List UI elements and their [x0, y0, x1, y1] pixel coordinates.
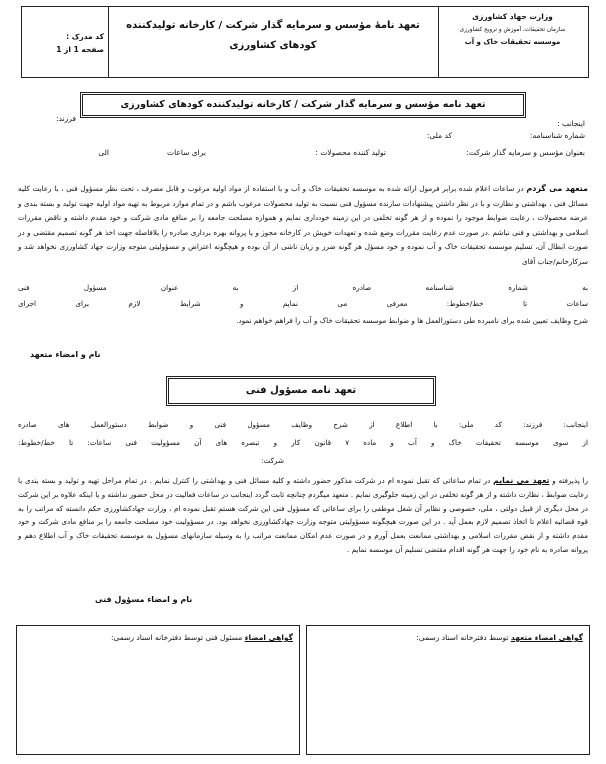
s2-body-text: در تمام ساعاتی که تقبل نموده ام در شرکت مذکور حضور داشته و کلیه مسائل فنی و بهداشتی را کنترل نمایم . در تمام مراحل تهیه و تولید و بسته بندی با رعایت ضوابط ، نظارت داشته و از هر گونه تخلفی در این زمینه جلوگیری نمایم . متعهد میگردم چنانچه ثابت گردد اینجانب در ساعات فعالیت در محل حضور نداشته و یا اینکه علاوه بر این شرکت در محل دیگری از قبیل دولتی ، ملی، خصوصی و نظایر آن شغل موظفی را برای ساعاتی که مسؤول فنی این شرکت هستم تقبل نموده ام ، وزارت جهادکشاورزی حکم دانسته که مراتب را به قوه قضائیه اعلام تا اتخاذ تصمیم لازم بعمل آید . در این صورت هیچگونه مسؤولیتی متوجه وزارت جهادکشاورزی نخواهد بود. در مسؤولیت خود مصلحت جامعه را بر منافع مادی شرکت و خود مقدم داشته و از نقض مقررات اسلامی و بهداشتی ممانعت بعمل آورم و در صورت عدم امکان ممانعت مراتب را به وسیله سازمانهای مسؤول به موسسه تحقیقات خاک و آب اطلاع دهم و پروانه صادره به نام خود را جهت هر گونه اقدام مقتضی تسلیم آن موسسه نمایم . — [18, 476, 588, 554]
s1-row2-mid: کد ملی: — [426, 131, 452, 140]
s1-row3-c: برای ساعات — [167, 148, 206, 157]
section1-title: تعهد نامه مؤسس و سرمایه گذار شرکت / کارخانه تولیدکننده کودهای کشاورزی — [120, 99, 486, 110]
notary-left-rest: مسئول فنی توسط دفترخانه اسناد رسمی: — [111, 633, 245, 642]
s2-body-intro: را پذیرفته و — [549, 476, 588, 485]
notary-box-right — [306, 625, 590, 755]
notary-right-title: گواهی امضاء متعهد — [510, 633, 583, 642]
org-block — [440, 10, 585, 48]
s1-row2-right: شماره شناسنامه: — [529, 131, 585, 140]
header-title-line1: تعهد نامهٔ مؤسس و سرمایه گذار شرکت / کارخانه تولیدکننده — [126, 20, 420, 31]
s2-row2: از سوی موسسه تحقیقات خاک و آب و ماده ۷ قانون کار و تبصره های آن مسؤولیت فنی ساعات: تا خط/خطوط: — [18, 438, 588, 447]
section2-title-box — [166, 376, 436, 406]
s1-row3-b: تولید کننده محصولات : — [315, 148, 386, 157]
notary-box-left — [16, 625, 300, 755]
notary-left-title: گواهی امضاء — [244, 633, 293, 642]
notary-right-text — [307, 626, 589, 644]
s2-row3: شرکت: — [261, 456, 284, 465]
notary-right-rest: توسط دفترخانه اسناد رسمی: — [416, 633, 511, 642]
org-ministry: وزارت جهاد کشاورزی — [472, 12, 553, 21]
section2-title: تعهد نامه مسؤول فنی — [245, 385, 357, 396]
s1-line-b: ساعات تا خط/خطوط: معرفی می نمایم و شرایط لازم برای اجرای — [18, 299, 588, 308]
org-organization: سازمان تحقیقات، آموزش و ترویج کشاورزی — [459, 27, 566, 33]
section1-title-box — [80, 92, 526, 118]
s1-body-bold: متعهد می گردم — [526, 184, 588, 193]
s1-body — [18, 182, 588, 270]
s1-row3-d: الی — [98, 148, 109, 157]
s1-line-c: شرح وظایف تعیین شده برای نامبرده طی دستورالعمل ها و ضوابط موسسه تحقیقات خاک و آب را فراهم خواهم نمود. — [236, 316, 588, 325]
s2-body — [18, 474, 588, 557]
notary-left-text — [17, 626, 299, 644]
s1-body-text: در ساعات اعلام شده برابر فرمول ارائه شده به موسسه تحقیقات خاک و آب و با استفاده از مواد اولیه مرغوب و قابل مصرف ، تحت نظر مسؤول فنی ، با رعایت کلیه مسائل فنی ، بهداشتی و نظارت و با در نظر داشتن پیشنهادات سازنده مسؤول فنی نسبت به تولید محصولات مرغوب باشم و در تمام موارد مربوط به تهیه مواد اولیه جهت تولید و بسته بندی و عرضه محصولات ، رعایت ضوابط موجود را نموده و از هر گونه تخلفی در این زمینه خودداری نمایم و همواره مصلحت جامعه را بر منافع مادی شرکت و خود مقدم داشته و ناقض مقررات اسلامی و بهداشتی و فنی نباشم .در صورت عدم رعایت مقررات وضع شده و تعهدات خویش در کارخانه مجوز و یا پروانه بهره برداری صادره را بلافاصله جهت اخذ هر گونه تصمیم مقتضی و در صورت ابطال آن، تسلیم موسسه تحقیقات خاک و آب نموده و خود مسؤل هر گونه ضرر و زیان ناشی از آن بوده و هیچگونه اعتراض و مسؤولیتی متوجه وزارت جهاد کشاورزی نخواهد شد و سرکارخانم/جناب آقای — [18, 184, 588, 266]
s1-line-a: به شماره شناسنامه صادره از به عنوان مسؤول فنی — [18, 283, 588, 292]
s1-signature: نام و امضاء متعهد — [30, 350, 101, 359]
org-institute: موسسه تحقیقات خاک و آب — [464, 38, 561, 46]
s2-body-bold: تعهد می نمایم — [493, 476, 550, 485]
s1-row3-a: بعنوان مؤسس و سرمایه گذار شرکت: — [466, 148, 585, 157]
s1-row1-left: فرزند: — [56, 114, 76, 123]
header-divider-right — [438, 6, 439, 78]
header-title — [112, 16, 434, 56]
page-label: صفحه 1 از 1 — [56, 45, 104, 54]
s1-row1-right: اینجانب : — [557, 119, 585, 128]
s2-row1: اینجانب: فرزند: کد ملی: با اطلاع از شرح وظایف مسؤول فنی و ضوابط دستورالعمل های صادره — [18, 420, 588, 429]
s2-signature: نام و امضاء مسؤول فنی — [95, 595, 193, 604]
doc-code-label: کد مدرک : — [66, 32, 104, 41]
doc-code-block — [24, 30, 108, 56]
header-divider-left — [108, 6, 109, 78]
header-title-line2: کودهای کشاورزی — [229, 40, 317, 51]
